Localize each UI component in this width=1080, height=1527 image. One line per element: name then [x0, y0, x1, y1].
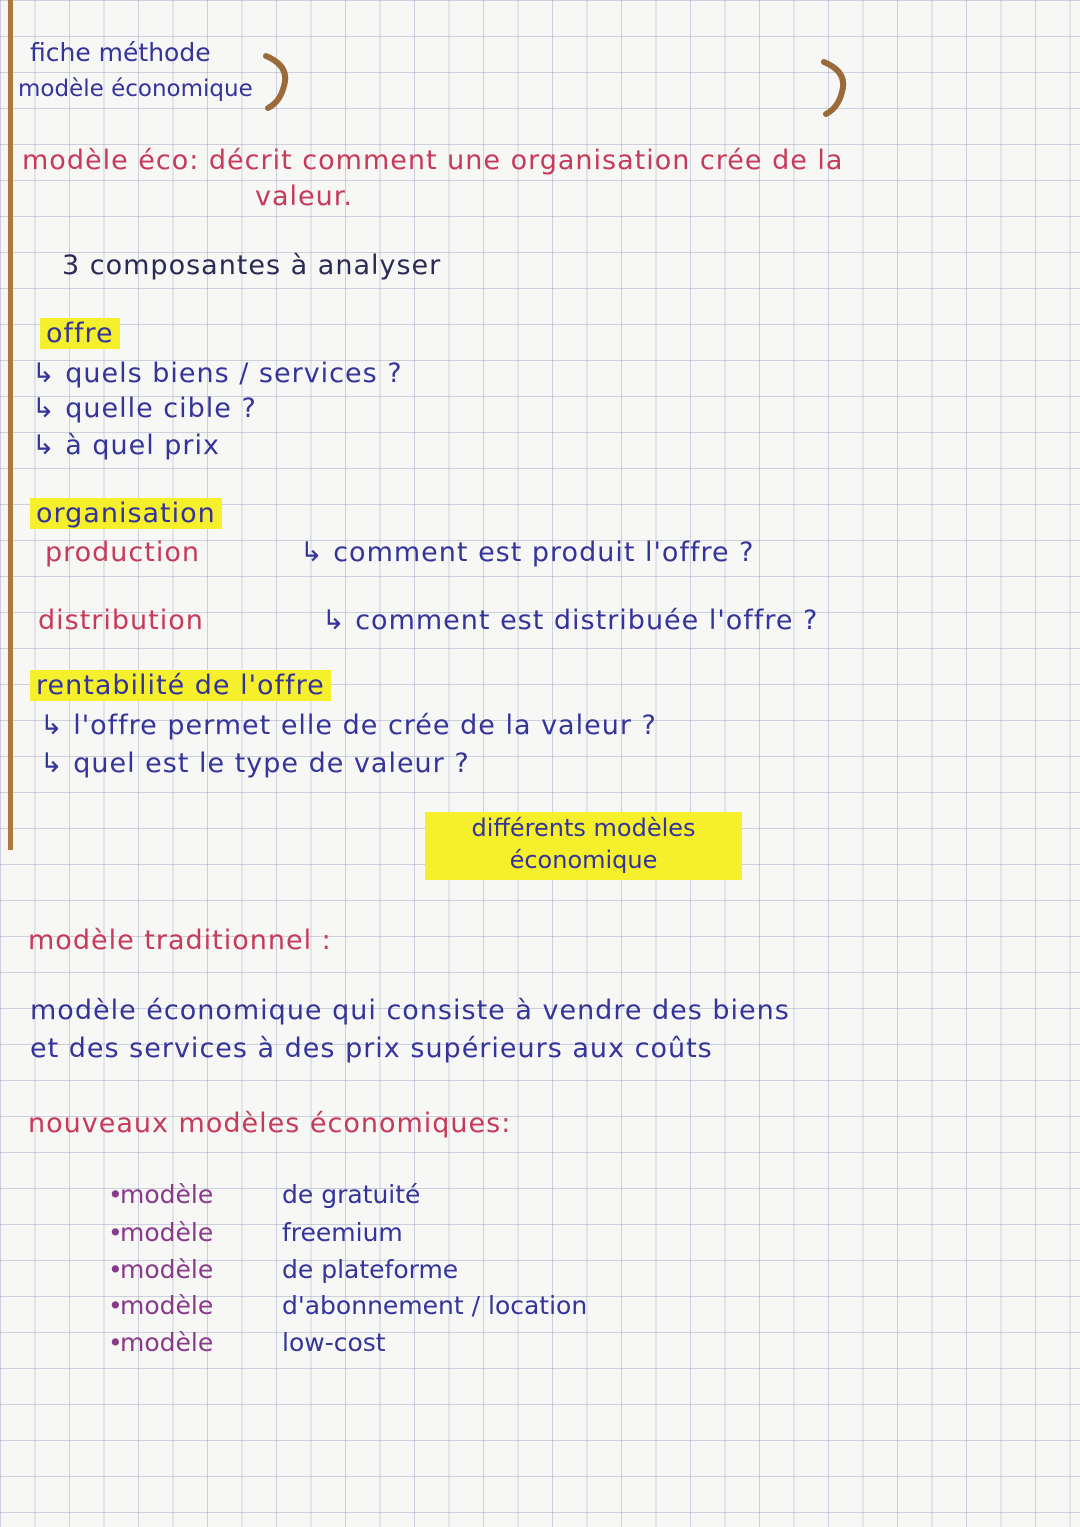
binder-ring-left: [262, 52, 292, 112]
offre-heading: [40, 318, 120, 349]
list-item-text: freemium: [282, 1218, 403, 1247]
list-item-label: modèle: [120, 1255, 214, 1284]
list-item-text: d'abonnement / location: [282, 1291, 588, 1320]
rentabilite-item: ↳ l'offre permet elle de crée de la valeur ?: [40, 710, 657, 741]
distribution-text: ↳ comment est distribuée l'offre ?: [322, 605, 819, 636]
models-box-line2: économique: [509, 846, 658, 874]
offre-item: ↳ à quel prix: [32, 430, 220, 461]
production-label: production: [45, 537, 200, 568]
bullet-icon: •: [108, 1291, 123, 1320]
definition-line2: valeur.: [255, 181, 353, 212]
traditional-line1: modèle économique qui consiste à vendre des biens: [30, 995, 790, 1026]
bullet-icon: •: [108, 1328, 123, 1357]
list-item-text: de gratuité: [282, 1180, 421, 1209]
offre-item: ↳ quelle cible ?: [32, 393, 257, 424]
organisation-heading: [30, 498, 222, 529]
bullet-icon: •: [108, 1180, 123, 1209]
components-title: 3 composantes à analyser: [62, 250, 442, 281]
distribution-label: distribution: [38, 605, 204, 636]
list-item-label: modèle: [120, 1291, 214, 1320]
bullet-icon: •: [108, 1218, 123, 1247]
header-title: fiche méthode: [30, 38, 211, 67]
models-highlight-box: [425, 812, 742, 880]
list-item-label: modèle: [120, 1328, 214, 1357]
production-text: ↳ comment est produit l'offre ?: [300, 537, 755, 568]
list-item-label: modèle: [120, 1218, 214, 1247]
new-models-title: nouveaux modèles économiques:: [28, 1108, 512, 1139]
list-item-text: low-cost: [282, 1328, 386, 1357]
bullet-icon: •: [108, 1255, 123, 1284]
models-box-line1: différents modèles: [471, 814, 696, 842]
traditional-line2: et des services à des prix supérieurs aux coûts: [30, 1033, 713, 1064]
list-item-text: de plateforme: [282, 1255, 459, 1284]
header-subtitle: modèle économique: [18, 76, 253, 102]
rentabilite-item: ↳ quel est le type de valeur ?: [40, 748, 470, 779]
offre-heading-text: offre: [40, 318, 120, 349]
traditional-title: modèle traditionnel :: [28, 925, 332, 956]
organisation-heading-text: organisation: [30, 498, 222, 529]
margin-line: [8, 0, 13, 850]
binder-ring-right: [820, 58, 850, 118]
definition-line1: modèle éco: décrit comment une organisation crée de la: [22, 145, 844, 176]
offre-item: ↳ quels biens / services ?: [32, 358, 403, 389]
rentabilite-heading-text: rentabilité de l'offre: [30, 670, 331, 701]
rentabilite-heading: [30, 670, 331, 701]
list-item-label: modèle: [120, 1180, 214, 1209]
